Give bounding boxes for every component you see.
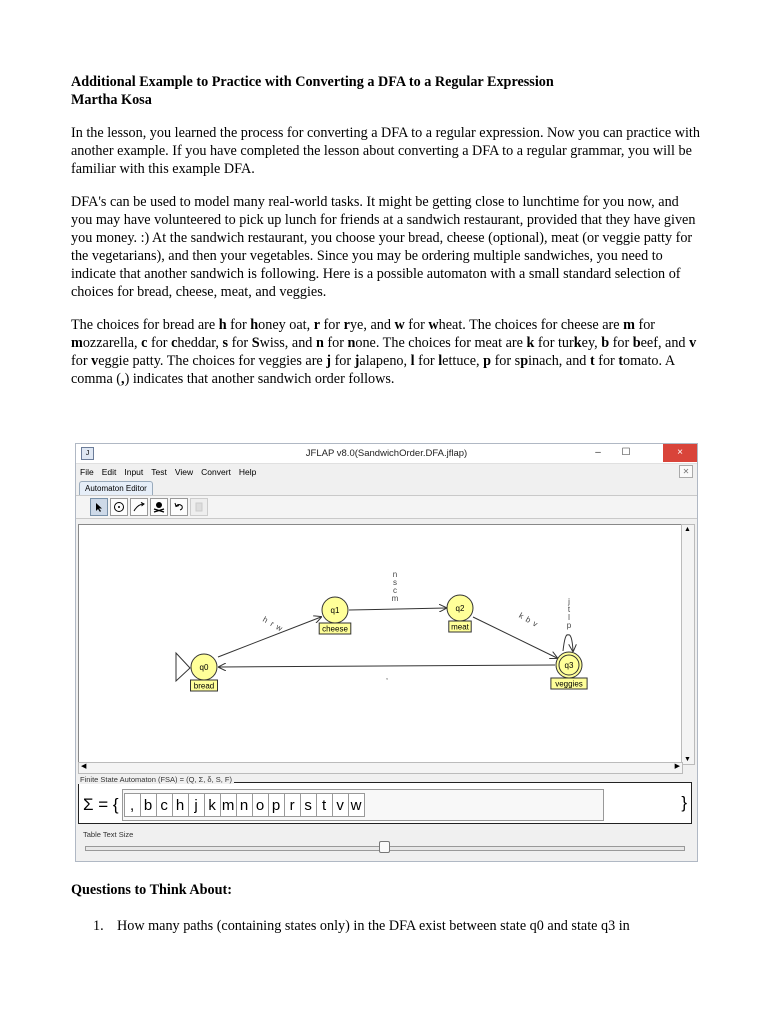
transition-symbol: s xyxy=(393,578,397,587)
window-titlebar xyxy=(76,444,697,464)
transition-symbol: n xyxy=(392,570,398,579)
menu-edit[interactable]: Edit xyxy=(101,466,117,477)
paragraph-dfa-use: DFA's can be used to model many real-world tasks. It might be getting close to lunchtime for you now, and you may have volunteered to pick up lunch for friends at a sandwich restaurant, provided that they have given you money. :) At the sandwich restaurant, you choose your bread, cheese (optional), meat (or veggie patty for the vegetarians), and then your vegetables. Since you may be ordering multiple sandwiches, you need to indicate that another sandwich is following. Here is a possible automaton with a small standard selection of choices for bread, cheese, meat, and veggies. xyxy=(71,194,696,300)
transition-symbol: r xyxy=(268,619,276,629)
alphabet-symbol[interactable]: j xyxy=(188,793,205,817)
bold-letter: s xyxy=(222,335,229,351)
bold-letter: h xyxy=(218,317,227,333)
scroll-left-icon[interactable]: ◀ xyxy=(81,763,87,770)
state-label: meat xyxy=(451,622,469,632)
alphabet-symbol[interactable]: , xyxy=(124,793,141,817)
horizontal-scrollbar[interactable] xyxy=(78,762,683,774)
text-run: wiss, and xyxy=(259,335,316,351)
text-run: one. The choices for meat are xyxy=(355,335,527,351)
state-name: q1 xyxy=(330,606,340,615)
text-run: eggie patty. The choices for veggies are xyxy=(98,353,327,369)
bold-letter: c xyxy=(141,335,148,351)
text-run: alapeno, xyxy=(359,353,411,369)
delete-icon[interactable] xyxy=(150,498,168,516)
text-run: oney oat, xyxy=(258,317,314,333)
bold-letter: n xyxy=(347,335,356,351)
text-run: inach, and xyxy=(528,353,590,369)
transition-q0-q1[interactable] xyxy=(218,614,321,657)
text-run: ye, and xyxy=(349,317,395,333)
bold-letter: h xyxy=(250,317,259,333)
question-1 xyxy=(93,918,630,935)
bold-letter: r xyxy=(313,317,320,333)
transition-symbol: , xyxy=(385,672,389,681)
label-q3-q0 xyxy=(386,672,388,681)
text-run: for xyxy=(147,335,172,351)
text-run: The choices for bread are xyxy=(71,317,219,333)
bold-letter: n xyxy=(315,335,324,351)
fsa-label: Finite State Automaton (FSA) = (Q, Σ, δ, S, F) xyxy=(80,775,232,784)
state-label: veggies xyxy=(555,679,583,689)
state-label: cheese xyxy=(322,624,348,634)
alphabet-symbol[interactable]: v xyxy=(332,793,349,817)
bold-letter: b xyxy=(632,335,641,351)
bold-letter: k xyxy=(573,335,582,351)
bold-letter: w xyxy=(428,317,439,333)
state-name: q3 xyxy=(564,661,574,670)
alphabet-symbol[interactable]: n xyxy=(236,793,253,817)
slider-thumb[interactable] xyxy=(379,841,390,853)
sigma-row xyxy=(83,792,604,818)
text-run: for xyxy=(609,335,633,351)
text-run: for xyxy=(226,317,251,333)
initial-state-marker xyxy=(176,653,190,681)
text-run: omato. A comma ( xyxy=(71,353,675,387)
close-editor-icon[interactable]: ✕ xyxy=(679,465,693,478)
text-run: for xyxy=(331,353,355,369)
state-name: q2 xyxy=(455,604,465,613)
transition-symbol: l xyxy=(568,613,570,622)
questions-heading: Questions to Think About: xyxy=(71,882,232,898)
alphabet-symbol[interactable]: c xyxy=(156,793,173,817)
bold-letter: j xyxy=(326,353,332,369)
label-q0-q1 xyxy=(261,615,284,633)
table-text-size-label: Table Text Size xyxy=(83,830,134,839)
text-run: heat. The choices for cheese are xyxy=(438,317,624,333)
doc-title: Additional Example to Practice with Converting a DFA to a Regular Expression xyxy=(71,74,554,90)
text-run: ettuce, xyxy=(442,353,484,369)
doc-author: Martha Kosa xyxy=(71,92,152,108)
label-q2-q3 xyxy=(517,611,539,629)
paragraph-intro: In the lesson, you learned the process for converting a DFA to a regular expression. Now you can practice with another example. If you have completed the lesson about converting a DFA to a regular grammar, you will be familiar with this example DFA. xyxy=(71,125,700,177)
jflap-window xyxy=(75,443,698,862)
text-run: ey, xyxy=(581,335,602,351)
bold-letter: p xyxy=(483,353,492,369)
alphabet-symbol[interactable]: s xyxy=(300,793,317,817)
transition-symbol: j xyxy=(568,597,570,606)
bold-letter: m xyxy=(71,335,83,351)
transition-q2-q3[interactable] xyxy=(473,614,557,658)
question-1-number: 1. xyxy=(93,918,104,934)
editor-toolbar xyxy=(76,495,697,519)
transition-symbol: m xyxy=(391,594,399,603)
transition-symbol: t xyxy=(567,605,571,614)
transition-q3-q3[interactable] xyxy=(563,635,573,651)
minimize-button[interactable]: – xyxy=(595,447,601,458)
menu-input[interactable]: Input xyxy=(124,466,144,477)
text-run: for xyxy=(634,317,656,333)
bold-letter: k xyxy=(526,335,535,351)
menu-file[interactable]: File xyxy=(80,466,94,477)
transition-icon[interactable] xyxy=(130,498,148,516)
bold-letter: b xyxy=(601,335,610,351)
text-run: eef, and xyxy=(640,335,690,351)
scroll-right-icon[interactable]: ▶ xyxy=(674,763,680,770)
bold-letter: r xyxy=(343,317,350,333)
menu-convert[interactable]: Convert xyxy=(201,466,231,477)
bold-letter: l xyxy=(410,353,415,369)
alphabet-symbol[interactable]: w xyxy=(348,793,365,817)
question-1-text: How many paths (containing states only) in the DFA exist between state q0 and state q3 in xyxy=(117,918,630,934)
text-run: for s xyxy=(491,353,521,369)
bold-letter: j xyxy=(354,353,360,369)
bold-letter: t xyxy=(618,353,624,369)
window-title: JFLAP v8.0(SandwichOrder.DFA.jflap) xyxy=(305,448,468,459)
automaton-canvas[interactable] xyxy=(78,524,683,763)
bold-letter: w xyxy=(394,317,405,333)
bold-letter: v xyxy=(91,353,99,369)
transition-symbol: p xyxy=(566,621,572,630)
redo-icon[interactable] xyxy=(190,498,208,516)
tab-automaton-editor[interactable]: Automaton Editor xyxy=(79,481,153,495)
text-run: for xyxy=(404,317,429,333)
text-run: for xyxy=(228,335,252,351)
transition-q1-q2[interactable] xyxy=(349,608,446,610)
arrow-icon[interactable] xyxy=(90,498,108,516)
alphabet-symbol[interactable]: o xyxy=(252,793,269,817)
tab-bar xyxy=(76,479,697,495)
menu-test[interactable]: Test xyxy=(151,466,167,477)
transition-q3-q0[interactable] xyxy=(219,665,555,667)
menu-bar xyxy=(76,464,697,479)
bold-letter: t xyxy=(589,353,595,369)
scroll-down-icon[interactable]: ▼ xyxy=(684,756,691,763)
bold-letter: S xyxy=(251,335,260,351)
bold-letter: c xyxy=(171,335,178,351)
sigma-suffix: } xyxy=(681,793,687,812)
sigma-prefix: Σ = { xyxy=(83,795,119,814)
alphabet-symbol[interactable]: h xyxy=(172,793,189,817)
text-run: for xyxy=(323,335,348,351)
transition-symbol: b xyxy=(523,614,533,625)
text-run: for xyxy=(71,353,92,369)
text-run: for tur xyxy=(534,335,574,351)
transition-symbol: k xyxy=(517,610,526,621)
alphabet-symbol[interactable]: m xyxy=(220,793,237,817)
label-q3-q3 xyxy=(567,597,572,630)
alphabet-symbol[interactable]: t xyxy=(316,793,333,817)
transition-symbol: v xyxy=(531,618,540,629)
text-run: for xyxy=(594,353,619,369)
bold-letter: p xyxy=(520,353,529,369)
jflap-app-icon: J xyxy=(81,447,94,460)
scroll-up-icon[interactable]: ▲ xyxy=(684,526,691,533)
vertical-scrollbar[interactable] xyxy=(681,524,695,765)
alphabet-symbol[interactable]: k xyxy=(204,793,221,817)
menu-view[interactable]: View xyxy=(174,466,194,477)
close-button[interactable]: × xyxy=(663,444,697,462)
alphabet-symbol[interactable]: r xyxy=(284,793,301,817)
alphabet-symbol[interactable]: p xyxy=(268,793,285,817)
transition-symbol: h xyxy=(261,614,270,625)
document xyxy=(71,73,701,388)
bold-letter: m xyxy=(623,317,635,333)
text-run: for xyxy=(320,317,344,333)
text-run: heddar, xyxy=(177,335,223,351)
label-q1-q2 xyxy=(392,570,399,603)
bold-letter: , xyxy=(121,371,125,387)
dfa-diagram xyxy=(79,525,682,762)
menu-help[interactable]: Help xyxy=(238,466,257,477)
transition-symbol: c xyxy=(393,586,397,595)
alphabet-panel xyxy=(78,782,692,824)
paragraph-choices xyxy=(71,316,701,388)
state-name: q0 xyxy=(199,663,209,672)
transition-symbol: w xyxy=(274,622,284,634)
alphabet-symbol[interactable]: b xyxy=(140,793,157,817)
text-run: for xyxy=(414,353,439,369)
undo-icon[interactable] xyxy=(170,498,188,516)
text-run: ) indicates that another sandwich order follows. xyxy=(124,371,395,387)
state-icon[interactable] xyxy=(110,498,128,516)
text-run: ozzarella, xyxy=(82,335,142,351)
alphabet-symbols xyxy=(122,789,604,821)
maximize-button[interactable]: ☐ xyxy=(621,447,631,458)
bold-letter: v xyxy=(689,335,697,351)
bold-letter: l xyxy=(438,353,443,369)
state-label: bread xyxy=(193,681,215,691)
